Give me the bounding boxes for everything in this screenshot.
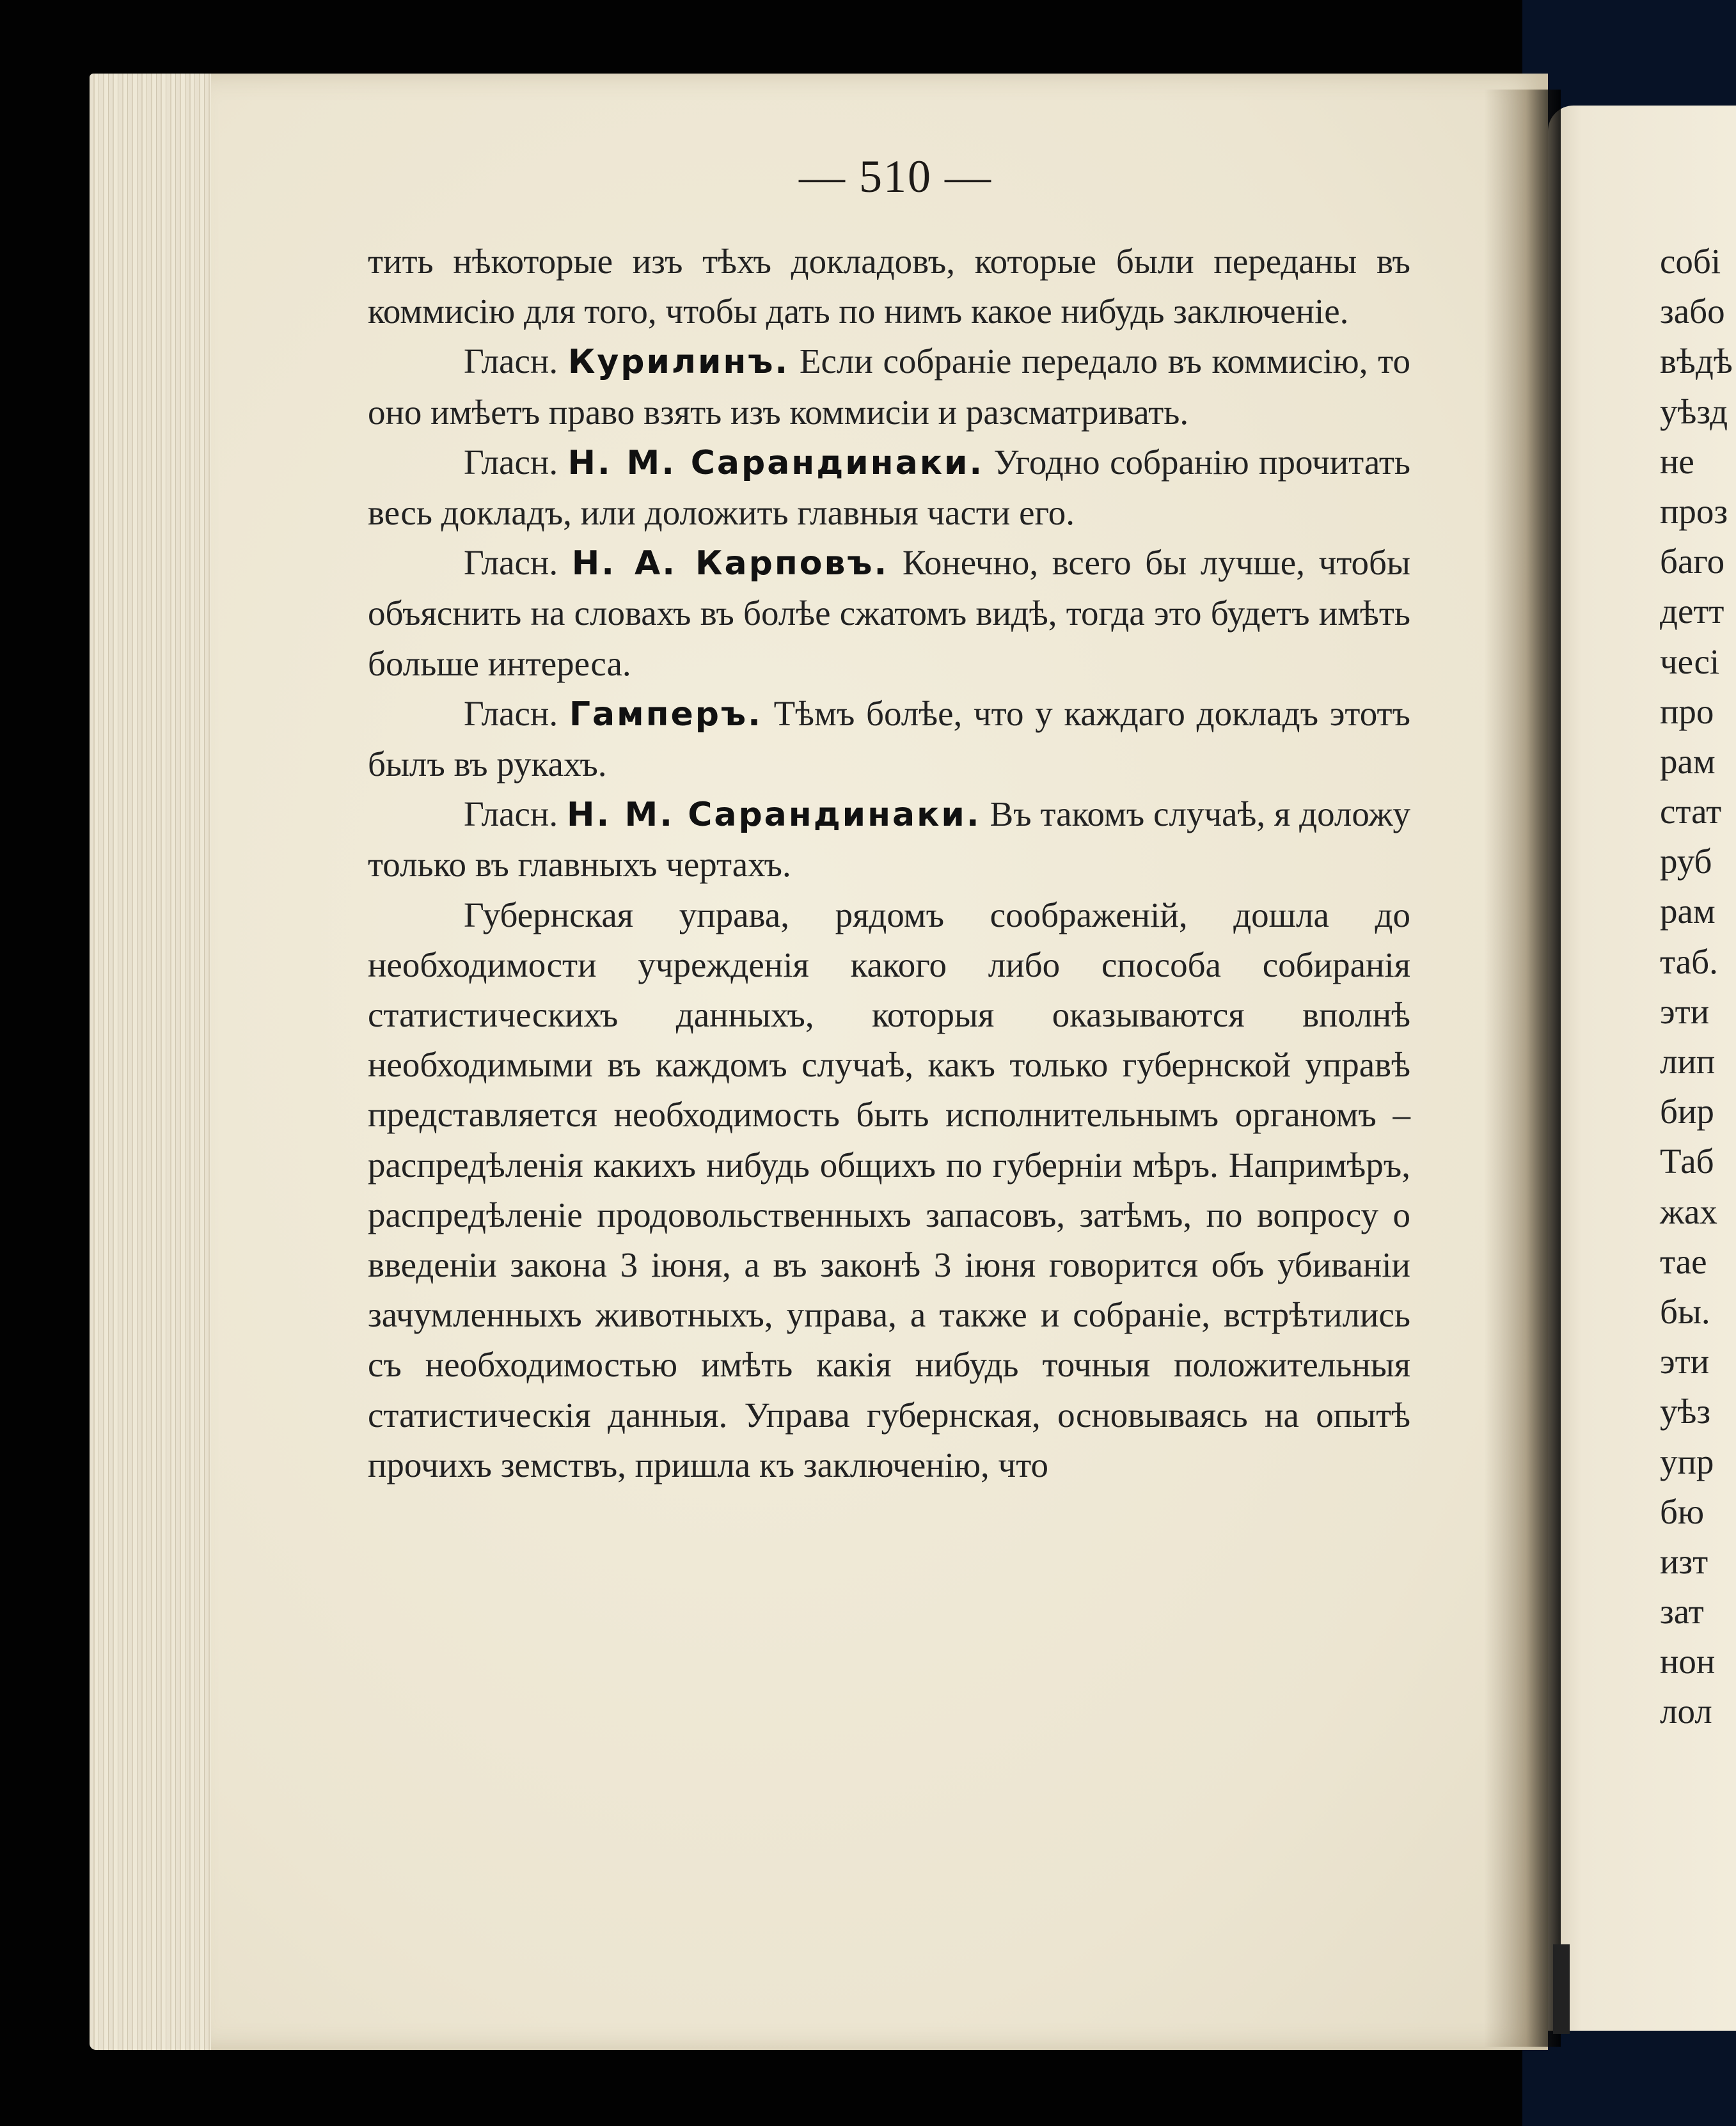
right-page-line: собі xyxy=(1660,242,1721,281)
paragraph-text: Гласн. xyxy=(464,543,572,583)
right-page-line: бы. xyxy=(1660,1291,1710,1331)
right-page-line: забо xyxy=(1660,292,1725,331)
paragraph-text: Конечно, всего бы лучше, чтобы объяснить на словахъ въ болѣе сжатомъ видѣ, тогда это будетъ имѣть больше интереса. xyxy=(368,543,1410,683)
page-number: — 510 — xyxy=(799,151,992,202)
paragraph xyxy=(368,890,1410,1490)
right-page-line: рам xyxy=(1660,892,1716,931)
right-page-line: детт xyxy=(1660,592,1724,631)
speaker-name: Н. М. Сарандинаки. xyxy=(567,443,984,482)
paragraph-text: тить нѣкоторые изъ тѣхъ докладовъ, которые были переданы въ коммисію для того, чтобы дать по нимъ какое нибудь заключеніе. xyxy=(368,242,1410,331)
speaker-name: Гамперъ. xyxy=(569,695,762,734)
right-page-line: баго xyxy=(1660,542,1725,581)
speaker-name: Курилинъ. xyxy=(567,343,790,382)
speaker-name: Н. М. Сарандинаки. xyxy=(566,796,981,835)
right-page-line: рам xyxy=(1660,741,1716,781)
speaker-name: Н. А. Карповъ. xyxy=(571,544,889,583)
right-page-line: уѣз xyxy=(1660,1392,1711,1431)
right-page-text xyxy=(1660,237,1736,1737)
right-page-line: эти xyxy=(1660,1342,1710,1382)
paragraph-text: Въ такомъ случаѣ, я доложу только въ главныхъ чертахъ. xyxy=(368,794,1410,885)
right-page-line: эти xyxy=(1660,991,1710,1031)
right-page-line: руб xyxy=(1660,842,1712,881)
paragraph-text: Если собраніе передало въ коммисію, то оно имѣетъ право взять изъ коммисіи и разсматривать. xyxy=(368,342,1410,432)
paragraph-text: Губернская управа, рядомъ соображеній, дошла до необходимости учрежденія какого либо способа собиранія статистическихъ данныхъ, которыя оказываются вполнѣ необходимыми въ каждомъ случаѣ, какъ только губернской управѣ представляется необходимость быть исполнительнымъ органомъ – распредѣленія какихъ нибудь общихъ по губерніи мѣръ. Напримѣръ, распредѣленіе продовольственныхъ запасовъ, затѣмъ, по вопросу о введеніи закона 3 іюня, а въ законѣ 3 іюня говорится объ убиваніи зачумленныхъ животныхъ, управа, а также и собраніе, встрѣтились съ необходимостью имѣть какія нибудь точныя положительныя статистическія данныя. Управа губернская, основываясь на опытѣ прочихъ земствъ, пришла къ заключенію, что xyxy=(368,895,1410,1484)
bookmark-ribbon xyxy=(1553,1944,1570,2034)
paragraph xyxy=(368,336,1410,437)
paragraph-text: Гласн. xyxy=(464,342,568,381)
right-page-line: тае xyxy=(1660,1241,1707,1281)
right-page-line: лип xyxy=(1660,1042,1716,1081)
right-page-line: не xyxy=(1660,441,1694,481)
right-page-line: бир xyxy=(1660,1092,1714,1131)
paragraph-text: Гласн. xyxy=(464,693,569,733)
book-spine-shadow xyxy=(1484,90,1561,2047)
right-page-line: изт xyxy=(1660,1541,1708,1581)
right-page-line: упр xyxy=(1660,1442,1714,1481)
paragraph xyxy=(368,237,1410,336)
body-text xyxy=(368,237,1410,1490)
right-page-line: Таб xyxy=(1660,1142,1714,1181)
paragraph-text: Тѣмъ болѣе, что у каждаго докладъ этотъ былъ въ рукахъ. xyxy=(368,693,1410,784)
right-page-line: нон xyxy=(1660,1642,1716,1681)
right-page-line: вѣдѣ xyxy=(1660,342,1733,381)
right-page-line: проз xyxy=(1660,491,1728,531)
right-page-line: про xyxy=(1660,691,1714,731)
paragraph xyxy=(368,789,1410,890)
paragraph xyxy=(368,538,1410,689)
right-page-line: жах xyxy=(1660,1192,1717,1231)
right-page-line: уѣзд xyxy=(1660,391,1728,431)
right-page-line: стат xyxy=(1660,792,1722,831)
right-page-line: бю xyxy=(1660,1492,1705,1531)
paragraph-text: Угодно собранію прочитать весь докладъ, или доложить главныя части его. xyxy=(368,442,1410,533)
right-page-line: таб. xyxy=(1660,941,1718,981)
right-page-line: зат xyxy=(1660,1592,1704,1632)
paragraph xyxy=(368,437,1410,538)
paragraph-text: Гласн. xyxy=(464,794,567,834)
right-page-line: лол xyxy=(1660,1692,1712,1731)
right-page-line: чесі xyxy=(1660,642,1720,681)
paragraph-text: Гласн. xyxy=(464,442,568,482)
paragraph xyxy=(368,689,1410,789)
